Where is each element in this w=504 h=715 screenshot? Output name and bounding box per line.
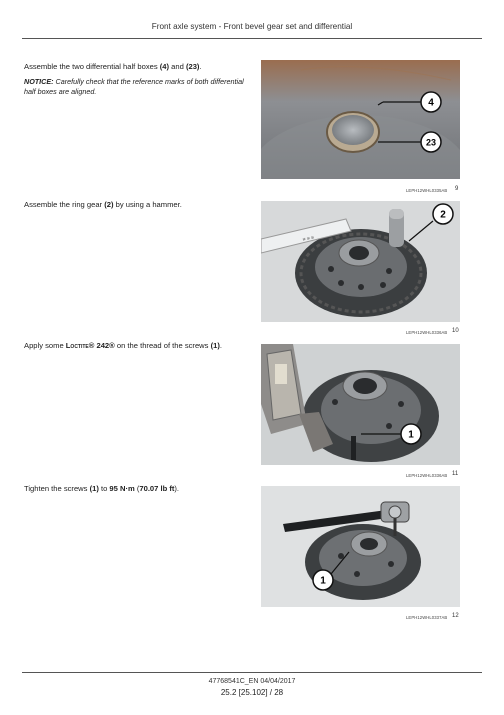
figure-10-image — [261, 201, 460, 322]
step-3-instruction — [24, 341, 246, 351]
step-4-instruction — [24, 484, 246, 494]
callout-4: 4 — [428, 97, 434, 109]
callout-23: 23 — [425, 137, 437, 148]
callout-1-fig12: 1 — [320, 575, 326, 587]
figure-9-number: 9 — [455, 186, 459, 192]
figure-11-code: LEPH12WHL0336AB — [406, 473, 448, 478]
step-4-text-to: to — [98, 484, 110, 493]
step-1-text-end: . — [199, 62, 202, 71]
step-3-text-end: . — [219, 341, 222, 350]
step-4-text-paren: ( — [134, 484, 140, 493]
figure-9-image — [261, 60, 460, 179]
loctite-product: Loctite® 242® — [65, 341, 115, 350]
ref-2: (2) — [104, 200, 114, 209]
step-4-text: Tighten the screws — [24, 484, 90, 493]
torque-metric: 95 N·m — [109, 484, 135, 493]
step-3-text-mid: on the thread of the screws — [114, 341, 211, 350]
figure-12-code: LEPH12WHL0337AB — [406, 615, 448, 620]
figure-11 — [261, 344, 460, 465]
figure-10 — [261, 201, 460, 322]
callout-2: 2 — [440, 209, 446, 221]
ref-23: (23) — [185, 62, 200, 71]
step-3-text: Apply some — [24, 341, 66, 350]
torque-imperial: 70.07 lb ft — [139, 484, 175, 493]
step-1-text-and: and — [169, 62, 186, 71]
figure-12-image — [261, 486, 460, 607]
step-4-text-end: ). — [174, 484, 180, 493]
footer-page-number: 25.2 [25.102] / 28 — [220, 688, 284, 697]
notice-label: NOTICE: — [24, 77, 54, 86]
ref-4: (4) — [159, 62, 170, 71]
step-2-text: Assemble the ring gear — [24, 200, 105, 209]
footer-rule — [22, 672, 482, 673]
page-header: Front axle system - Front bevel gear set and differential — [151, 22, 353, 31]
figure-9 — [261, 60, 460, 179]
step-2-text-end: by using a hammer. — [113, 200, 182, 209]
figure-10-code: LEPH12WHL0336AB — [406, 330, 448, 335]
callout-1-fig11: 1 — [408, 429, 414, 441]
ref-1-step3: (1) — [210, 341, 220, 350]
figure-10-number: 10 — [452, 328, 459, 334]
figure-11-number: 11 — [452, 471, 459, 477]
notice-text: Carefully check that the reference marks of both differential half boxes are aligned. — [24, 77, 244, 96]
footer-doc-code: 47768541C_EN 04/04/2017 — [208, 678, 296, 685]
figure-11-image — [261, 344, 460, 465]
step-1-instruction — [24, 62, 246, 72]
svg-text:≡ ≡ ≡: ≡ ≡ ≡ — [302, 234, 315, 243]
notice — [24, 77, 246, 97]
header-rule — [22, 38, 482, 39]
figure-12-number: 12 — [452, 613, 459, 619]
ref-1-step4: (1) — [89, 484, 99, 493]
step-2-instruction — [24, 200, 246, 210]
step-1-text: Assemble the two differential half boxes — [24, 62, 160, 71]
figure-12 — [261, 486, 460, 607]
figure-9-code: LEPH12WHL0335AB — [406, 188, 448, 193]
